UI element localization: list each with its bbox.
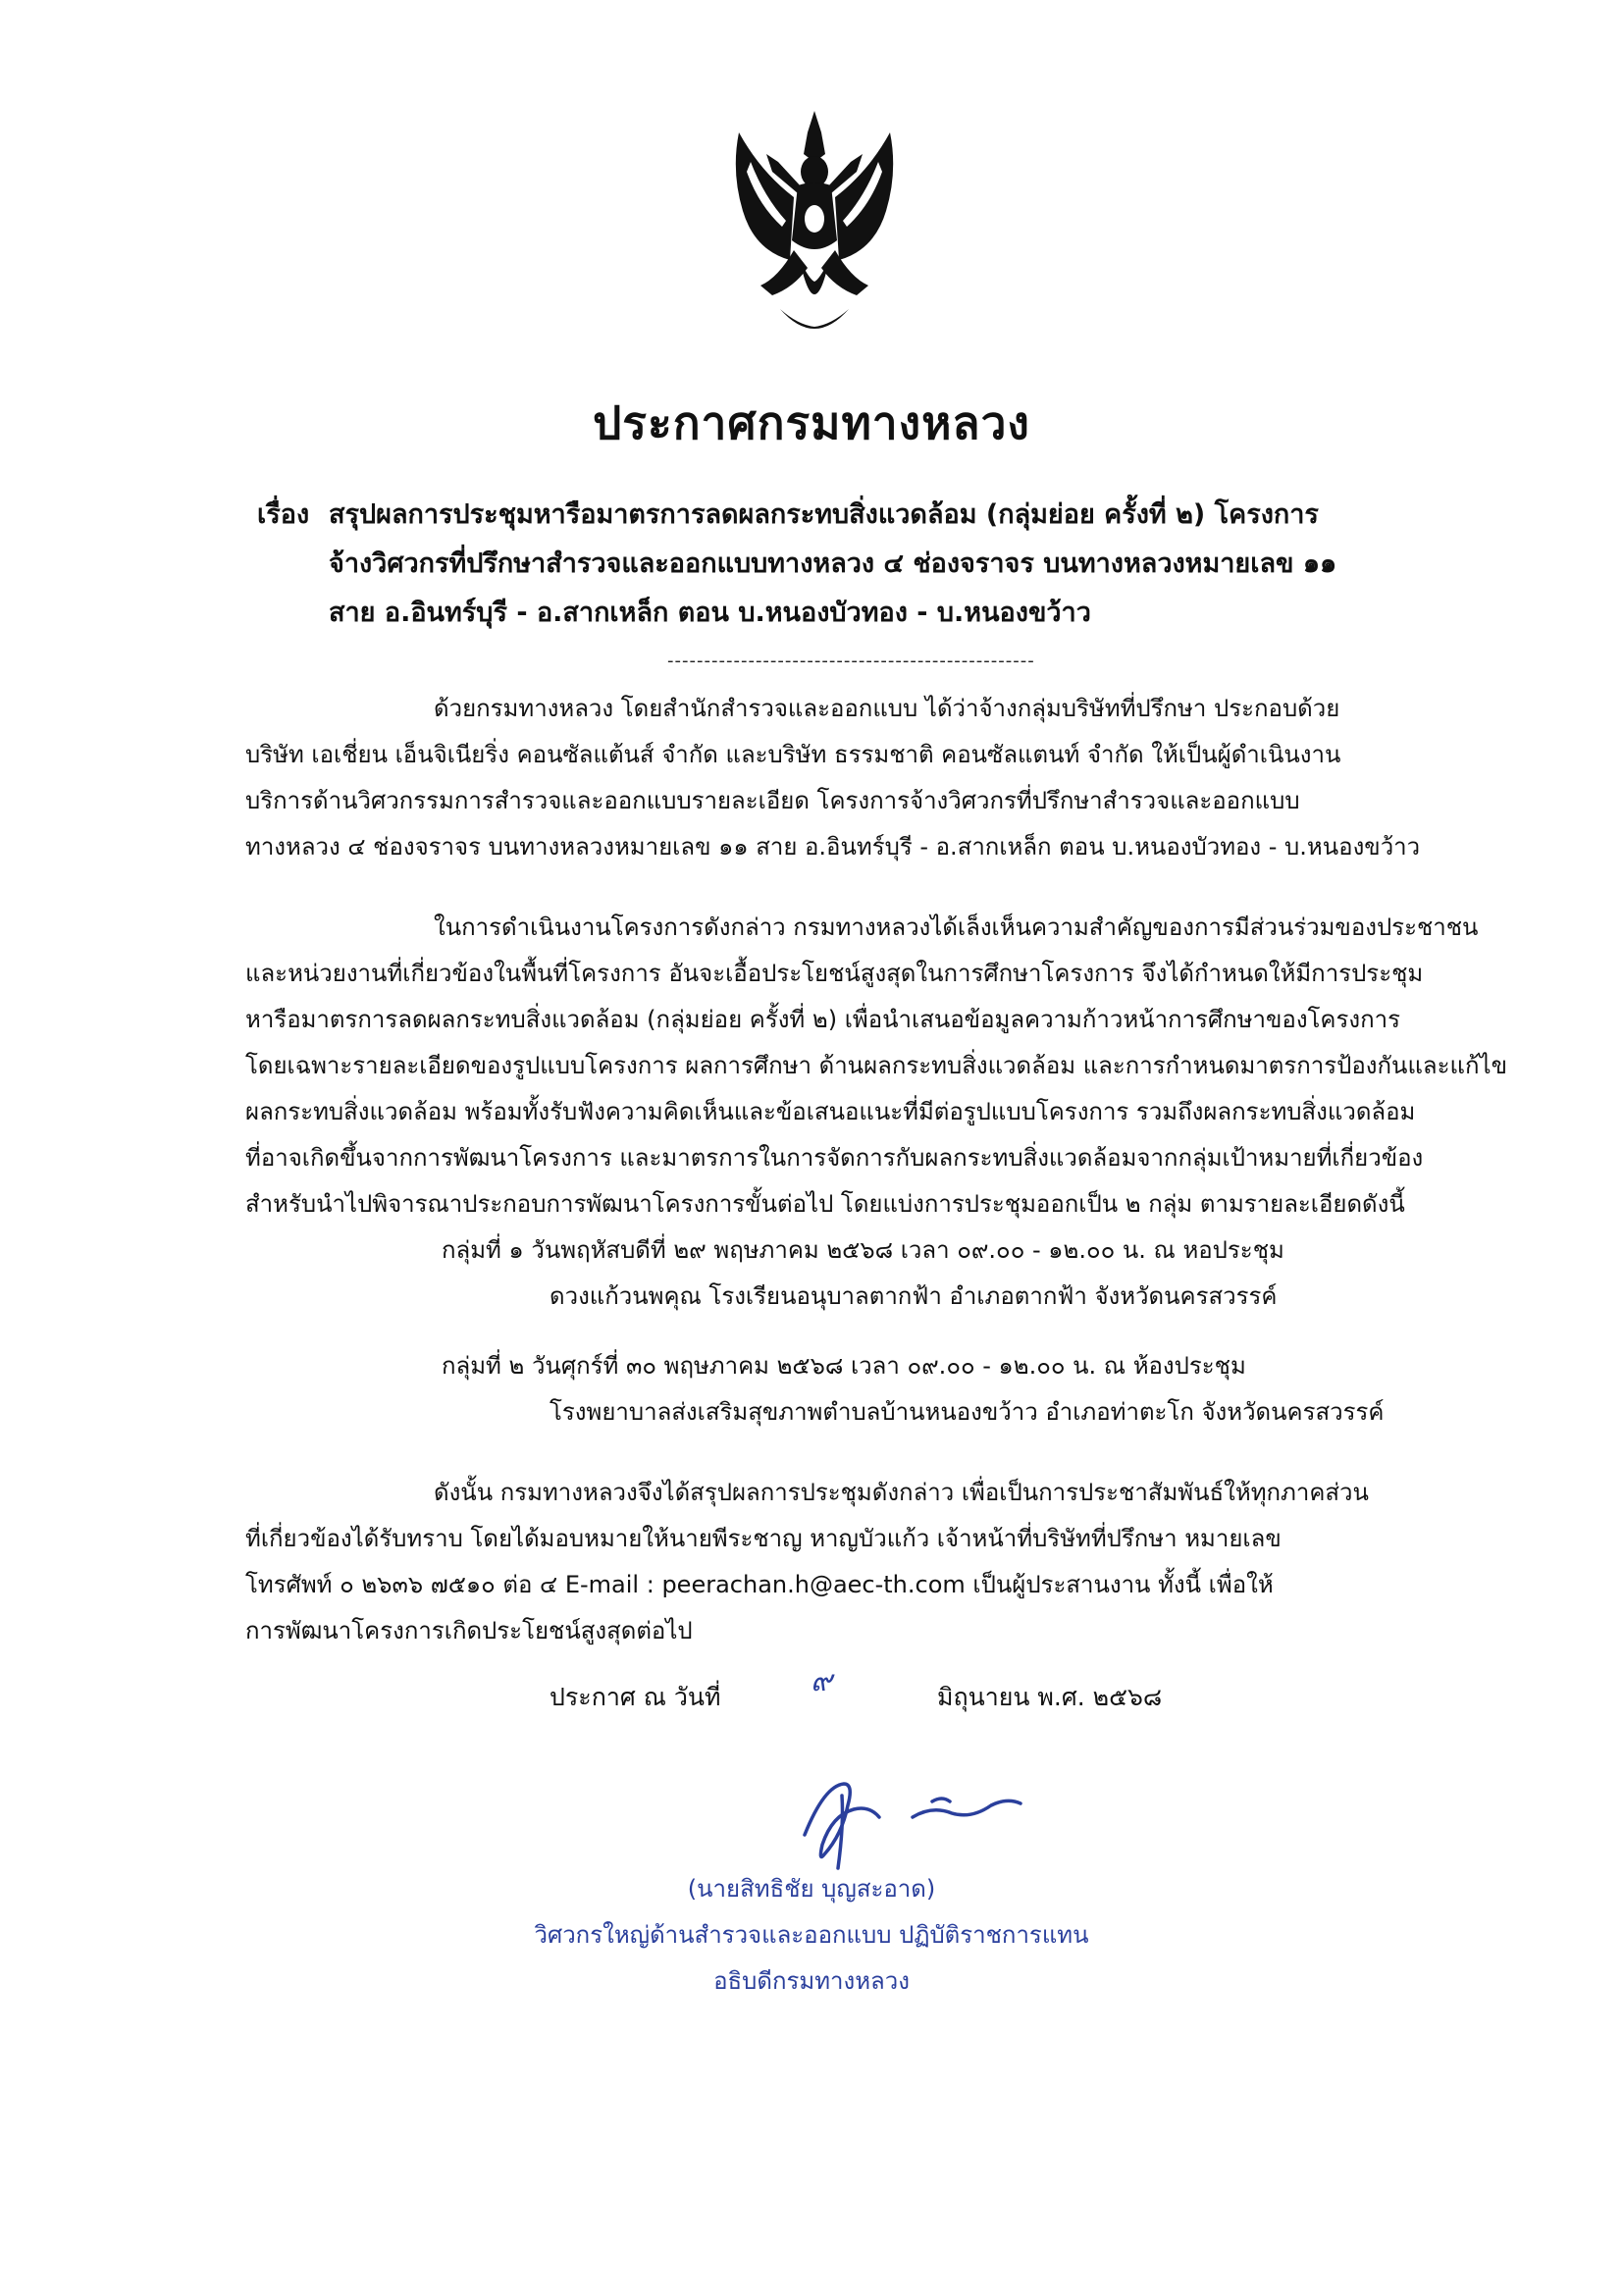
announcement-month-year: มิถุนายน พ.ศ. ๒๕๖๘ (937, 1683, 1163, 1711)
group-2-line: กลุ่มที่ ๒ วันศุกร์ที่ ๓๐ พฤษภาคม ๒๕๖๘ เวลา ๐๙.๐๐ - ๑๒.๐๐ น. ณ ห้องประชุม (442, 1352, 1246, 1380)
paragraph-line: และหน่วยงานที่เกี่ยวข้องในพื้นที่โครงการ อันจะเอื้อประโยชน์สูงสุดในการศึกษาโครงการ จึงได้กำหนดให้มีการประชุม (245, 960, 1424, 987)
paragraph-line: ทางหลวง ๔ ช่องจราจร บนทางหลวงหมายเลข ๑๑ สาย อ.อินทร์บุรี - อ.สากเหล็ก ตอน บ.หนองบัวทอง - บ.หนองขว้าว (245, 833, 1421, 861)
paragraph-line: ที่เกี่ยวข้องได้รับทราบ โดยได้มอบหมายให้นายพีระชาญ หาญบัวแก้ว เจ้าหน้าที่บริษัทที่ปรึกษา หมายเลข (245, 1525, 1282, 1552)
garuda-emblem-icon (721, 103, 908, 348)
subject-line: สรุปผลการประชุมหารือมาตรการลดผลกระทบสิ่งแวดล้อม (กลุ่มย่อย ครั้งที่ ๒) โครงการ (329, 499, 1319, 530)
page-title: ประกาศกรมทางหลวง (593, 396, 1030, 449)
paragraph-line: การพัฒนาโครงการเกิดประโยชน์สูงสุดต่อไป (245, 1617, 693, 1644)
signer-position: วิศวกรใหญ่ด้านสำรวจและออกแบบ ปฏิบัติราชการแทน (534, 1921, 1089, 1949)
group-1-line: ดวงแก้วนพคุณ โรงเรียนอนุบาลตากฟ้า อำเภอตากฟ้า จังหวัดนครสวรรค์ (550, 1282, 1278, 1310)
group-1-line: กลุ่มที่ ๑ วันพฤหัสบดีที่ ๒๙ พฤษภาคม ๒๕๖๘ เวลา ๐๙.๐๐ - ๑๒.๐๐ น. ณ หอประชุม (442, 1236, 1284, 1264)
signer-name: (นายสิทธิชัย บุญสะอาด) (687, 1875, 936, 1903)
subject-line: จ้างวิศวกรที่ปรึกษาสำรวจและออกแบบทางหลวง ๔ ช่องจราจร บนทางหลวงหมายเลข ๑๑ (329, 548, 1337, 579)
paragraph-line: สำหรับนำไปพิจารณาประกอบการพัฒนาโครงการขั้นต่อไป โดยแบ่งการประชุมออกเป็น ๒ กลุ่ม ตามรายละเอียดดังนี้ (245, 1190, 1405, 1218)
paragraph-line: ด้วยกรมทางหลวง โดยสำนักสำรวจและออกแบบ ได้ว่าจ้างกลุ่มบริษัทที่ปรึกษา ประกอบด้วย (434, 695, 1340, 722)
handwritten-signature (785, 1766, 1040, 1874)
paragraph-line: บริษัท เอเชี่ยน เอ็นจิเนียริ่ง คอนซัลแต้นส์ จำกัด และบริษัท ธรรมชาติ คอนซัลแตนท์ จำกัด ให้เป็นผู้ดำเนินงาน (245, 741, 1341, 768)
group-2-line: โรงพยาบาลส่งเสริมสุขภาพตำบลบ้านหนองขว้าว อำเภอท่าตะโก จังหวัดนครสวรรค์ (550, 1398, 1385, 1426)
signer-office: อธิบดีกรมทางหลวง (713, 1967, 910, 1995)
paragraph-line: โทรศัพท์ ๐ ๒๖๓๖ ๗๕๑๐ ต่อ ๔ E-mail : peerachan.h@aec-th.com เป็นผู้ประสานงาน ทั้งนี้ เพื่อให้ (245, 1571, 1274, 1598)
paragraph-line: โดยเฉพาะรายละเอียดของรูปแบบโครงการ ผลการศึกษา ด้านผลกระทบสิ่งแวดล้อม และการกำหนดมาตรการป้องกันและแก้ไข (245, 1052, 1507, 1079)
subject-label: เรื่อง (257, 499, 310, 530)
divider: -------------------------------------------------- (667, 651, 1035, 671)
paragraph-line: ที่อาจเกิดขึ้นจากการพัฒนาโครงการ และมาตรการในการจัดการกับผลกระทบสิ่งแวดล้อมจากกลุ่มเป้าหมายที่เกี่ยวข้อง (245, 1144, 1424, 1172)
paragraph-line: หารือมาตรการลดผลกระทบสิ่งแวดล้อม (กลุ่มย่อย ครั้งที่ ๒) เพื่อนำเสนอข้อมูลความก้าวหน้าการศึกษาของโครงการ (245, 1006, 1400, 1033)
paragraph-line: ในการดำเนินงานโครงการดังกล่าว กรมทางหลวงได้เล็งเห็นความสำคัญของการมีส่วนร่วมของประชาชน (434, 913, 1479, 941)
announcement-day: ๙ (811, 1664, 832, 1698)
paragraph-line: ผลกระทบสิ่งแวดล้อม พร้อมทั้งรับฟังความคิดเห็นและข้อเสนอแนะที่มีต่อรูปแบบโครงการ รวมถึงผลกระทบสิ่งแวดล้อม (245, 1098, 1416, 1125)
paragraph-line: ดังนั้น กรมทางหลวงจึงได้สรุปผลการประชุมดังกล่าว เพื่อเป็นการประชาสัมพันธ์ให้ทุกภาคส่วน (434, 1479, 1369, 1506)
paragraph-line: บริการด้านวิศวกรรมการสำรวจและออกแบบรายละเอียด โครงการจ้างวิศวกรที่ปรึกษาสำรวจและออกแบบ (245, 787, 1300, 814)
subject-line: สาย อ.อินทร์บุรี - อ.สากเหล็ก ตอน บ.หนองบัวทอง - บ.หนองขว้าว (329, 598, 1091, 628)
announcement-date-prefix: ประกาศ ณ วันที่ (550, 1683, 721, 1711)
